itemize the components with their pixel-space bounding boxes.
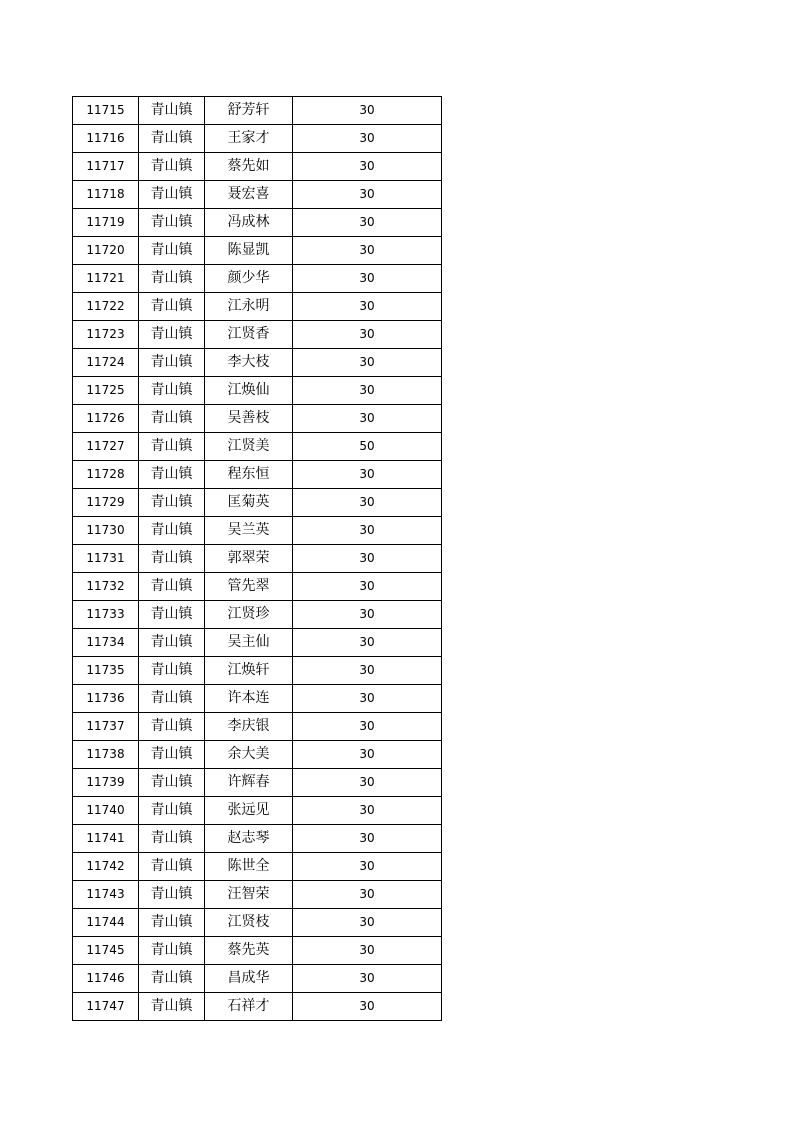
record-id-cell: 11722 bbox=[73, 293, 139, 321]
amount-cell: 30 bbox=[293, 125, 442, 153]
person-name-cell: 冯成林 bbox=[205, 209, 293, 237]
amount-cell: 30 bbox=[293, 825, 442, 853]
person-name-cell: 李庆银 bbox=[205, 713, 293, 741]
amount-cell: 30 bbox=[293, 181, 442, 209]
amount-cell: 30 bbox=[293, 853, 442, 881]
town-cell: 青山镇 bbox=[139, 153, 205, 181]
amount-cell: 30 bbox=[293, 685, 442, 713]
record-id-cell: 11733 bbox=[73, 601, 139, 629]
record-id-cell: 11735 bbox=[73, 657, 139, 685]
person-name-cell: 江贤珍 bbox=[205, 601, 293, 629]
record-id-cell: 11740 bbox=[73, 797, 139, 825]
town-cell: 青山镇 bbox=[139, 209, 205, 237]
record-id-cell: 11745 bbox=[73, 937, 139, 965]
record-id-cell: 11741 bbox=[73, 825, 139, 853]
person-name-cell: 汪智荣 bbox=[205, 881, 293, 909]
roster-table-body bbox=[73, 97, 442, 1021]
record-id-cell: 11742 bbox=[73, 853, 139, 881]
town-cell: 青山镇 bbox=[139, 937, 205, 965]
record-id-cell: 11716 bbox=[73, 125, 139, 153]
amount-cell: 30 bbox=[293, 545, 442, 573]
record-id-cell: 11736 bbox=[73, 685, 139, 713]
town-cell: 青山镇 bbox=[139, 545, 205, 573]
amount-cell: 30 bbox=[293, 881, 442, 909]
table-row bbox=[73, 881, 442, 909]
person-name-cell: 匡菊英 bbox=[205, 489, 293, 517]
table-row bbox=[73, 685, 442, 713]
town-cell: 青山镇 bbox=[139, 881, 205, 909]
record-id-cell: 11720 bbox=[73, 237, 139, 265]
person-name-cell: 昌成华 bbox=[205, 965, 293, 993]
table-row bbox=[73, 293, 442, 321]
town-cell: 青山镇 bbox=[139, 377, 205, 405]
table-row bbox=[73, 125, 442, 153]
amount-cell: 30 bbox=[293, 937, 442, 965]
town-cell: 青山镇 bbox=[139, 825, 205, 853]
town-cell: 青山镇 bbox=[139, 433, 205, 461]
record-id-cell: 11746 bbox=[73, 965, 139, 993]
table-row bbox=[73, 769, 442, 797]
table-row bbox=[73, 965, 442, 993]
amount-cell: 30 bbox=[293, 377, 442, 405]
town-cell: 青山镇 bbox=[139, 517, 205, 545]
amount-cell: 30 bbox=[293, 909, 442, 937]
table-row bbox=[73, 461, 442, 489]
record-id-cell: 11743 bbox=[73, 881, 139, 909]
town-cell: 青山镇 bbox=[139, 965, 205, 993]
table-row bbox=[73, 489, 442, 517]
record-id-cell: 11737 bbox=[73, 713, 139, 741]
town-cell: 青山镇 bbox=[139, 853, 205, 881]
person-name-cell: 李大枝 bbox=[205, 349, 293, 377]
amount-cell: 30 bbox=[293, 489, 442, 517]
town-cell: 青山镇 bbox=[139, 741, 205, 769]
town-cell: 青山镇 bbox=[139, 293, 205, 321]
town-cell: 青山镇 bbox=[139, 713, 205, 741]
table-row bbox=[73, 909, 442, 937]
table-row bbox=[73, 97, 442, 125]
table-row bbox=[73, 713, 442, 741]
person-name-cell: 蔡先英 bbox=[205, 937, 293, 965]
person-name-cell: 吴善枝 bbox=[205, 405, 293, 433]
record-id-cell: 11719 bbox=[73, 209, 139, 237]
amount-cell: 30 bbox=[293, 573, 442, 601]
record-id-cell: 11738 bbox=[73, 741, 139, 769]
town-cell: 青山镇 bbox=[139, 321, 205, 349]
town-cell: 青山镇 bbox=[139, 349, 205, 377]
record-id-cell: 11731 bbox=[73, 545, 139, 573]
person-name-cell: 江贤枝 bbox=[205, 909, 293, 937]
person-name-cell: 张远见 bbox=[205, 797, 293, 825]
record-id-cell: 11739 bbox=[73, 769, 139, 797]
table-row bbox=[73, 433, 442, 461]
table-row bbox=[73, 657, 442, 685]
person-name-cell: 江焕仙 bbox=[205, 377, 293, 405]
table-row bbox=[73, 321, 442, 349]
town-cell: 青山镇 bbox=[139, 769, 205, 797]
record-id-cell: 11727 bbox=[73, 433, 139, 461]
table-row bbox=[73, 405, 442, 433]
table-row bbox=[73, 237, 442, 265]
town-cell: 青山镇 bbox=[139, 461, 205, 489]
table-row bbox=[73, 853, 442, 881]
person-name-cell: 余大美 bbox=[205, 741, 293, 769]
record-id-cell: 11734 bbox=[73, 629, 139, 657]
person-name-cell: 石祥才 bbox=[205, 993, 293, 1021]
town-cell: 青山镇 bbox=[139, 97, 205, 125]
person-name-cell: 江贤香 bbox=[205, 321, 293, 349]
record-id-cell: 11729 bbox=[73, 489, 139, 517]
amount-cell: 50 bbox=[293, 433, 442, 461]
town-cell: 青山镇 bbox=[139, 265, 205, 293]
person-name-cell: 程东恒 bbox=[205, 461, 293, 489]
document-page bbox=[72, 96, 441, 1021]
person-name-cell: 管先翠 bbox=[205, 573, 293, 601]
amount-cell: 30 bbox=[293, 797, 442, 825]
person-name-cell: 陈世全 bbox=[205, 853, 293, 881]
person-name-cell: 许本连 bbox=[205, 685, 293, 713]
town-cell: 青山镇 bbox=[139, 601, 205, 629]
record-id-cell: 11732 bbox=[73, 573, 139, 601]
table-row bbox=[73, 825, 442, 853]
amount-cell: 30 bbox=[293, 405, 442, 433]
person-name-cell: 吴主仙 bbox=[205, 629, 293, 657]
person-name-cell: 舒芳轩 bbox=[205, 97, 293, 125]
town-cell: 青山镇 bbox=[139, 405, 205, 433]
town-cell: 青山镇 bbox=[139, 489, 205, 517]
person-name-cell: 江永明 bbox=[205, 293, 293, 321]
amount-cell: 30 bbox=[293, 993, 442, 1021]
roster-table bbox=[72, 96, 442, 1021]
person-name-cell: 颜少华 bbox=[205, 265, 293, 293]
amount-cell: 30 bbox=[293, 713, 442, 741]
amount-cell: 30 bbox=[293, 209, 442, 237]
record-id-cell: 11723 bbox=[73, 321, 139, 349]
table-row bbox=[73, 181, 442, 209]
record-id-cell: 11744 bbox=[73, 909, 139, 937]
table-row bbox=[73, 629, 442, 657]
record-id-cell: 11715 bbox=[73, 97, 139, 125]
town-cell: 青山镇 bbox=[139, 237, 205, 265]
town-cell: 青山镇 bbox=[139, 181, 205, 209]
person-name-cell: 江贤美 bbox=[205, 433, 293, 461]
town-cell: 青山镇 bbox=[139, 573, 205, 601]
table-row bbox=[73, 741, 442, 769]
record-id-cell: 11725 bbox=[73, 377, 139, 405]
amount-cell: 30 bbox=[293, 461, 442, 489]
town-cell: 青山镇 bbox=[139, 629, 205, 657]
person-name-cell: 蔡先如 bbox=[205, 153, 293, 181]
table-row bbox=[73, 797, 442, 825]
table-row bbox=[73, 601, 442, 629]
table-row bbox=[73, 545, 442, 573]
record-id-cell: 11717 bbox=[73, 153, 139, 181]
person-name-cell: 陈显凯 bbox=[205, 237, 293, 265]
amount-cell: 30 bbox=[293, 601, 442, 629]
town-cell: 青山镇 bbox=[139, 909, 205, 937]
amount-cell: 30 bbox=[293, 769, 442, 797]
amount-cell: 30 bbox=[293, 97, 442, 125]
table-row bbox=[73, 573, 442, 601]
town-cell: 青山镇 bbox=[139, 685, 205, 713]
town-cell: 青山镇 bbox=[139, 797, 205, 825]
town-cell: 青山镇 bbox=[139, 993, 205, 1021]
amount-cell: 30 bbox=[293, 349, 442, 377]
person-name-cell: 吴兰英 bbox=[205, 517, 293, 545]
table-row bbox=[73, 517, 442, 545]
record-id-cell: 11724 bbox=[73, 349, 139, 377]
table-row bbox=[73, 377, 442, 405]
person-name-cell: 江焕轩 bbox=[205, 657, 293, 685]
record-id-cell: 11726 bbox=[73, 405, 139, 433]
person-name-cell: 聂宏喜 bbox=[205, 181, 293, 209]
table-row bbox=[73, 153, 442, 181]
person-name-cell: 王家才 bbox=[205, 125, 293, 153]
person-name-cell: 郭翠荣 bbox=[205, 545, 293, 573]
table-row bbox=[73, 937, 442, 965]
table-row bbox=[73, 265, 442, 293]
table-row bbox=[73, 349, 442, 377]
table-row bbox=[73, 993, 442, 1021]
amount-cell: 30 bbox=[293, 741, 442, 769]
table-row bbox=[73, 209, 442, 237]
amount-cell: 30 bbox=[293, 657, 442, 685]
amount-cell: 30 bbox=[293, 153, 442, 181]
amount-cell: 30 bbox=[293, 321, 442, 349]
record-id-cell: 11721 bbox=[73, 265, 139, 293]
amount-cell: 30 bbox=[293, 265, 442, 293]
town-cell: 青山镇 bbox=[139, 657, 205, 685]
amount-cell: 30 bbox=[293, 517, 442, 545]
amount-cell: 30 bbox=[293, 629, 442, 657]
record-id-cell: 11728 bbox=[73, 461, 139, 489]
record-id-cell: 11718 bbox=[73, 181, 139, 209]
amount-cell: 30 bbox=[293, 965, 442, 993]
amount-cell: 30 bbox=[293, 293, 442, 321]
amount-cell: 30 bbox=[293, 237, 442, 265]
person-name-cell: 许辉春 bbox=[205, 769, 293, 797]
person-name-cell: 赵志琴 bbox=[205, 825, 293, 853]
record-id-cell: 11730 bbox=[73, 517, 139, 545]
town-cell: 青山镇 bbox=[139, 125, 205, 153]
record-id-cell: 11747 bbox=[73, 993, 139, 1021]
